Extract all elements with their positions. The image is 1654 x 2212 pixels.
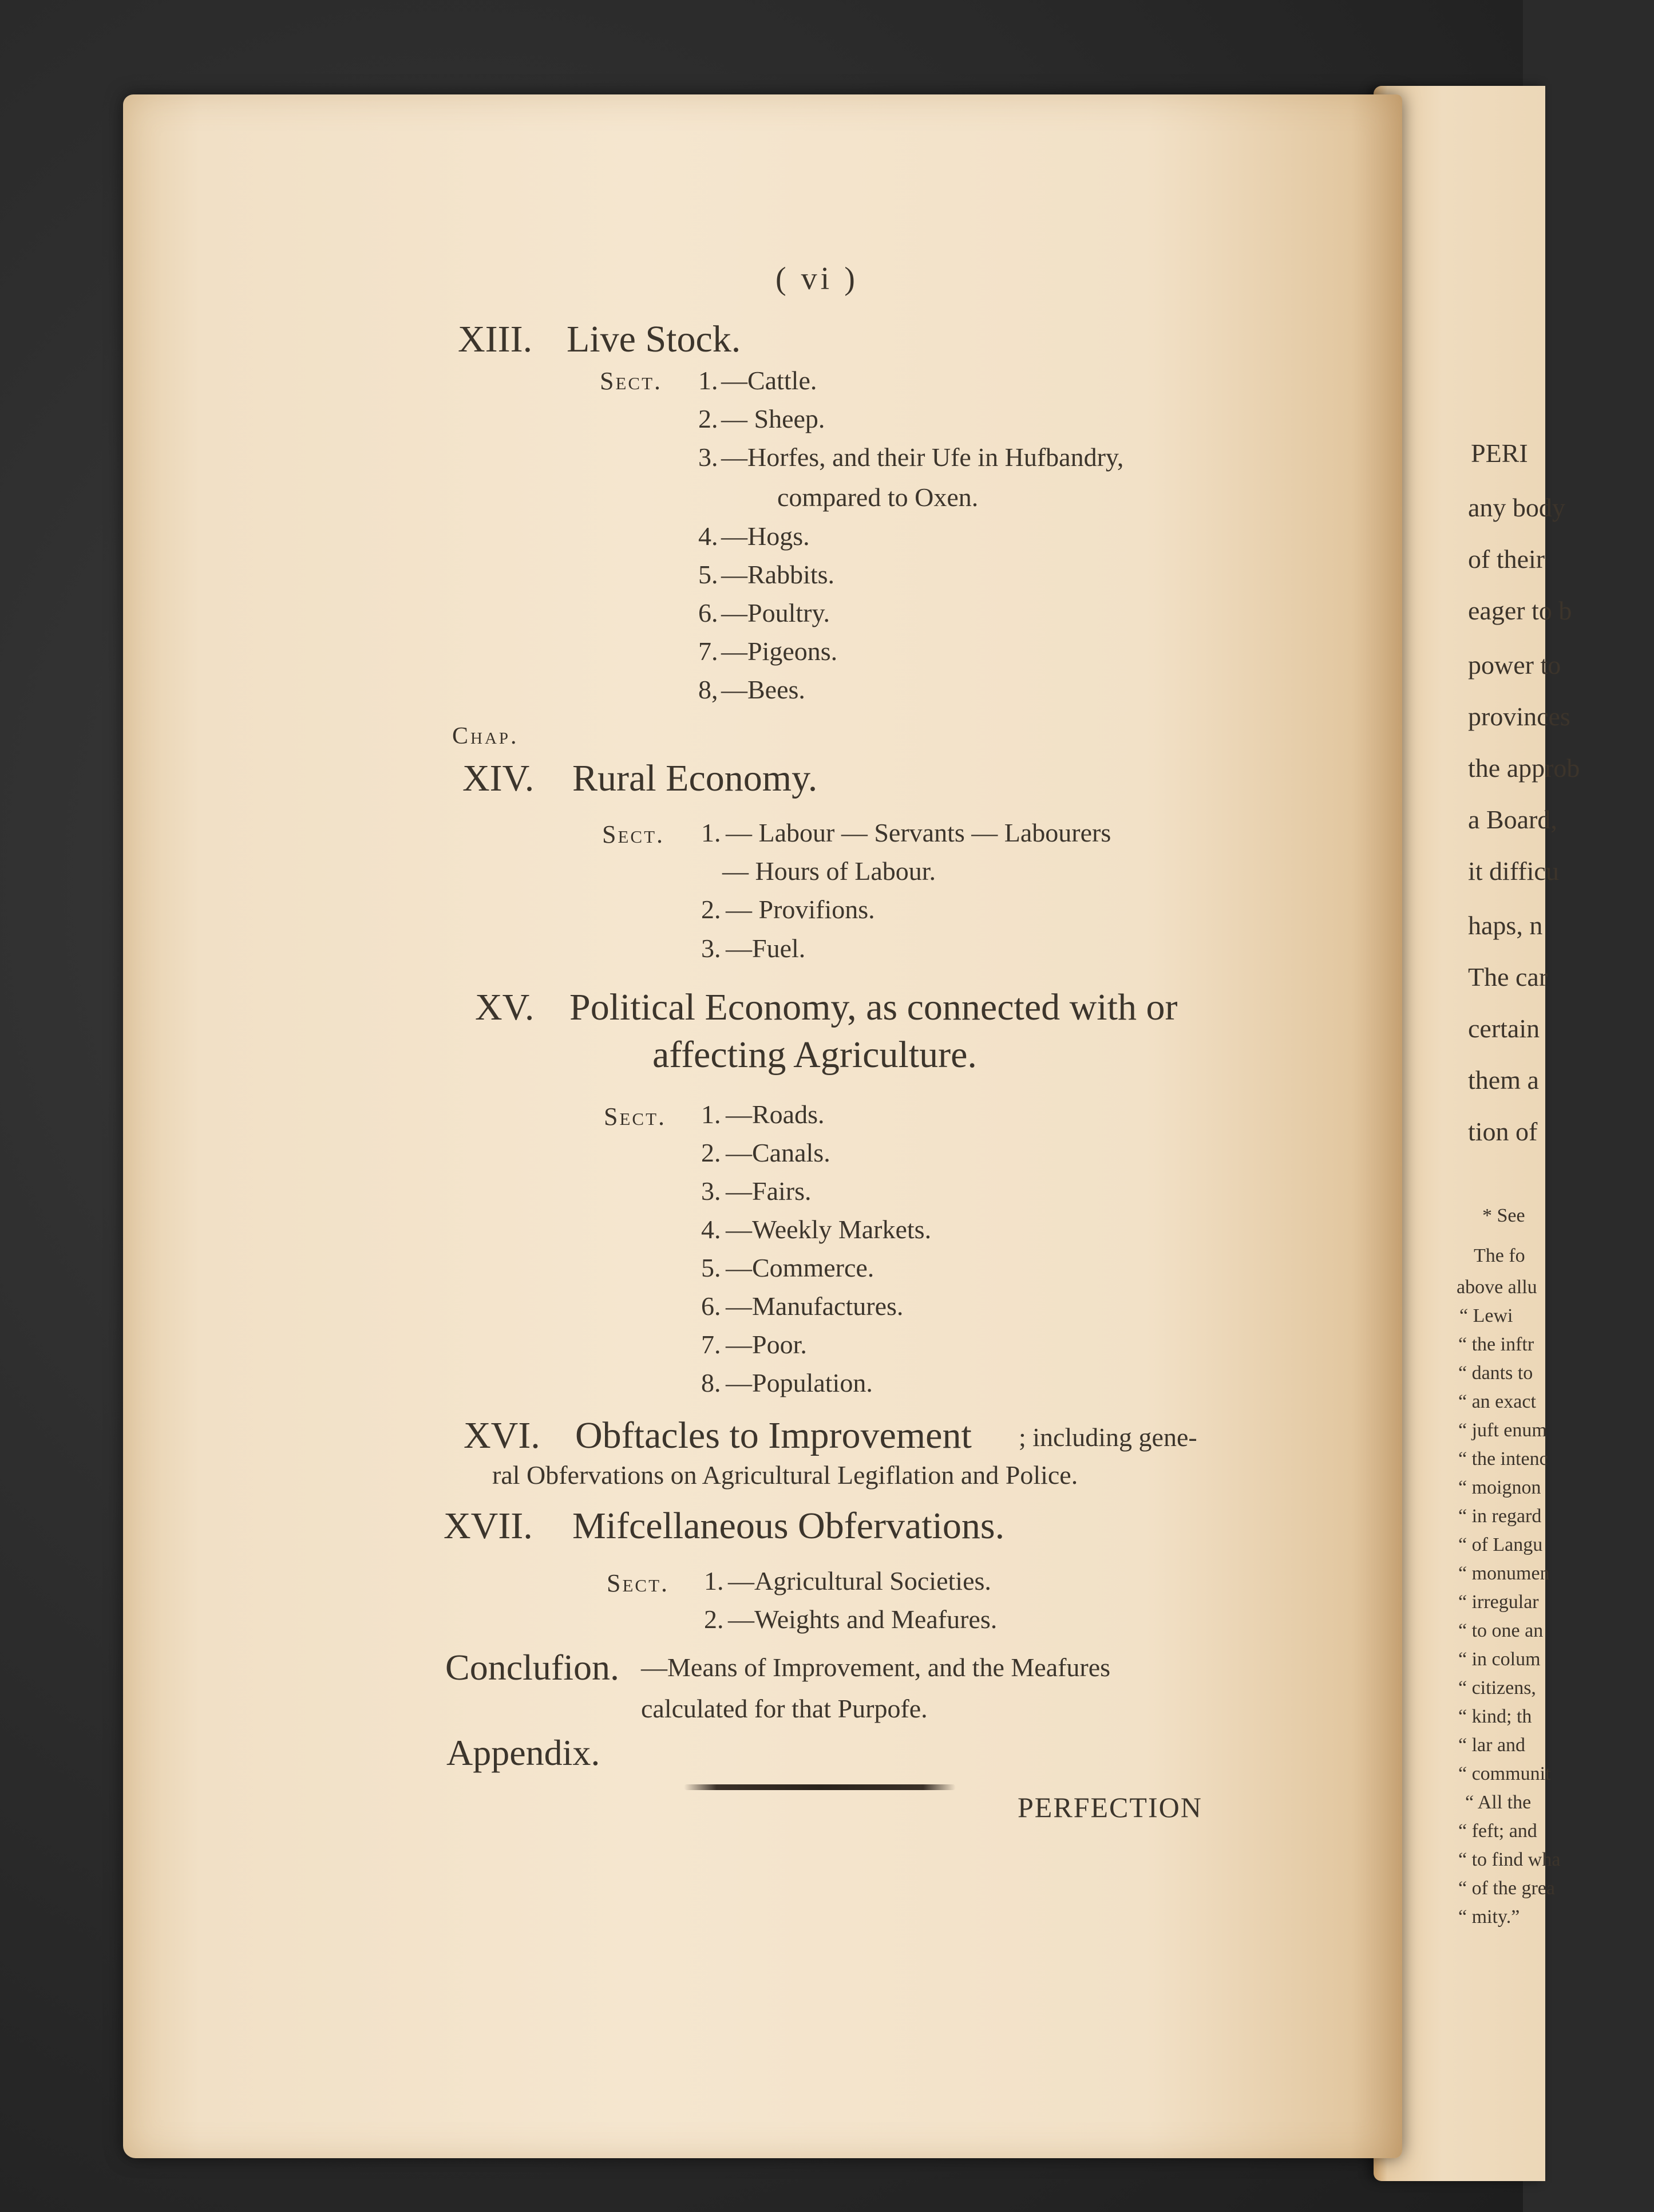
facing-text: them a bbox=[1468, 1065, 1539, 1095]
section-item: —Agricultural Societies. bbox=[728, 1566, 991, 1595]
section-item: —Cattle. bbox=[721, 366, 817, 395]
facing-text: power to bbox=[1468, 650, 1561, 680]
footnote-text: “ to find wha bbox=[1458, 1849, 1561, 1870]
chapter-title: Live Stock. bbox=[567, 318, 741, 360]
section-item: —Commerce. bbox=[726, 1253, 875, 1282]
footnote-text: “ the intenc bbox=[1458, 1448, 1548, 1470]
section-number: 5. bbox=[701, 1253, 721, 1282]
chapter-subtitle: ; including gene- bbox=[1019, 1423, 1197, 1452]
section-item: —Weights and Meafures. bbox=[728, 1605, 998, 1634]
footnote-text: “ of Langu bbox=[1458, 1534, 1543, 1555]
chapter-number: XVI. bbox=[464, 1415, 540, 1456]
chapter-subtitle-continued: ral Obfervations on Agricultural Legiflation and Police. bbox=[492, 1460, 1078, 1490]
section-item: — Sheep. bbox=[721, 404, 825, 433]
section-label: Sect. bbox=[604, 1103, 667, 1131]
chapter-title: Mifcellaneous Obfervations. bbox=[572, 1505, 1005, 1547]
section-number: 1. bbox=[698, 366, 718, 395]
section-number: 3. bbox=[701, 934, 721, 963]
facing-text: of their bbox=[1468, 544, 1545, 574]
chapter-number: XV. bbox=[475, 986, 535, 1028]
section-item: —Population. bbox=[726, 1368, 873, 1397]
facing-text: it difficu bbox=[1468, 856, 1559, 886]
footnote-text: “ feft; and bbox=[1458, 1820, 1537, 1842]
section-item: —Poor. bbox=[726, 1330, 807, 1359]
section-number: 2. bbox=[704, 1605, 724, 1634]
footnote-text: * See bbox=[1482, 1205, 1525, 1226]
section-item: —Fairs. bbox=[726, 1176, 812, 1206]
section-number: 8, bbox=[698, 675, 718, 704]
facing-text: PERI bbox=[1471, 439, 1528, 468]
section-number: 1. bbox=[704, 1566, 724, 1595]
footnote-text: “ to one an bbox=[1458, 1620, 1544, 1641]
appendix-label: Appendix. bbox=[446, 1732, 600, 1773]
section-item: —Rabbits. bbox=[721, 560, 835, 589]
section-number: 5. bbox=[698, 560, 718, 589]
section-label: Sect. bbox=[602, 820, 665, 848]
conclusion-text: —Means of Improvement, and the Meafures bbox=[641, 1653, 1111, 1682]
footnote-text: “ juft enum bbox=[1458, 1420, 1547, 1441]
section-item: —Canals. bbox=[726, 1138, 830, 1167]
facing-text: haps, n bbox=[1468, 911, 1543, 940]
section-label: Sect. bbox=[607, 1569, 670, 1597]
section-number: 1. bbox=[701, 818, 721, 847]
section-number: 3. bbox=[701, 1176, 721, 1206]
conclusion-label: Conclufion. bbox=[445, 1647, 619, 1688]
footnote-text: “ communit bbox=[1458, 1763, 1551, 1784]
section-number: 7. bbox=[701, 1330, 721, 1359]
section-item: —Hogs. bbox=[721, 522, 810, 551]
footnote-text: “ the inftr bbox=[1458, 1334, 1534, 1355]
section-item: —Manufactures. bbox=[726, 1291, 904, 1321]
chapter-number: XIV. bbox=[462, 757, 535, 799]
divider-rule bbox=[684, 1784, 956, 1790]
footnote-text: “ an exact bbox=[1458, 1391, 1536, 1412]
footnote-text: above allu bbox=[1457, 1277, 1537, 1298]
facing-text: the approb bbox=[1468, 753, 1580, 783]
section-item: — Hours of Labour. bbox=[722, 856, 936, 886]
footnote-text: “ of the grea bbox=[1458, 1878, 1555, 1899]
footnote-text: “ Lewi bbox=[1459, 1305, 1513, 1326]
chapter-title: Obftacles to Improvement bbox=[575, 1415, 972, 1456]
section-number: 2. bbox=[698, 404, 718, 433]
section-item: —Bees. bbox=[721, 675, 805, 704]
footnote-text: “ irregular bbox=[1458, 1591, 1539, 1613]
section-number: 6. bbox=[701, 1291, 721, 1321]
chapter-label: Chap. bbox=[452, 723, 519, 749]
section-item: — Provifions. bbox=[726, 895, 875, 924]
section-label: Sect. bbox=[600, 367, 663, 395]
chapter-number: XVII. bbox=[444, 1505, 533, 1547]
facing-text: provinces bbox=[1468, 702, 1570, 731]
section-number: 2. bbox=[701, 1138, 721, 1167]
page-number: ( vi ) bbox=[775, 261, 858, 297]
section-number: 2. bbox=[701, 895, 721, 924]
facing-text: certain bbox=[1468, 1014, 1540, 1043]
section-number: 4. bbox=[698, 522, 718, 551]
facing-text: The car bbox=[1468, 962, 1548, 992]
section-number: 8. bbox=[701, 1368, 721, 1397]
section-number: 3. bbox=[698, 443, 718, 472]
facing-text: any body bbox=[1468, 493, 1565, 522]
catchword: PERFECTION bbox=[1018, 1791, 1202, 1823]
section-item: —Roads. bbox=[726, 1100, 825, 1129]
footnote-text: “ mity.” bbox=[1458, 1906, 1520, 1927]
section-item: —Weekly Markets. bbox=[726, 1215, 932, 1244]
footnote-text: “ monumen bbox=[1458, 1563, 1550, 1584]
footnote-text: “ lar and bbox=[1458, 1735, 1526, 1756]
chapter-title: Rural Economy. bbox=[572, 757, 818, 799]
footnote-text: “ in colum bbox=[1458, 1649, 1541, 1670]
section-item: —Horfes, and their Ufe in Hufbandry, bbox=[721, 443, 1124, 472]
facing-text: tion of bbox=[1468, 1117, 1538, 1146]
footnote-text: “ citizens, bbox=[1458, 1677, 1536, 1698]
footnote-text: “ All the bbox=[1465, 1792, 1532, 1813]
section-number: 7. bbox=[698, 637, 718, 666]
section-item: —Fuel. bbox=[726, 934, 806, 963]
footnote-text: The fo bbox=[1474, 1245, 1525, 1266]
section-number: 1. bbox=[701, 1100, 721, 1129]
facing-text: a Board, bbox=[1468, 805, 1557, 834]
section-item: —Poultry. bbox=[721, 598, 830, 627]
footnote-text: “ kind; th bbox=[1458, 1706, 1532, 1727]
footnote-text: “ in regard bbox=[1458, 1506, 1542, 1527]
section-number: 4. bbox=[701, 1215, 721, 1244]
facing-text: eager to b bbox=[1468, 596, 1572, 625]
chapter-title-continued: affecting Agriculture. bbox=[652, 1034, 977, 1076]
footnote-text: “ moignon bbox=[1458, 1477, 1541, 1498]
chapter-title: Political Economy, as connected with or bbox=[569, 986, 1178, 1028]
section-number: 6. bbox=[698, 598, 718, 627]
section-item: — Labour — Servants — Labourers bbox=[726, 818, 1111, 847]
footnote-text: “ dants to bbox=[1458, 1362, 1533, 1384]
chapter-number: XIII. bbox=[458, 318, 533, 360]
section-item: —Pigeons. bbox=[721, 637, 838, 666]
section-item: compared to Oxen. bbox=[777, 483, 979, 512]
conclusion-text-continued: calculated for that Purpofe. bbox=[641, 1694, 928, 1723]
